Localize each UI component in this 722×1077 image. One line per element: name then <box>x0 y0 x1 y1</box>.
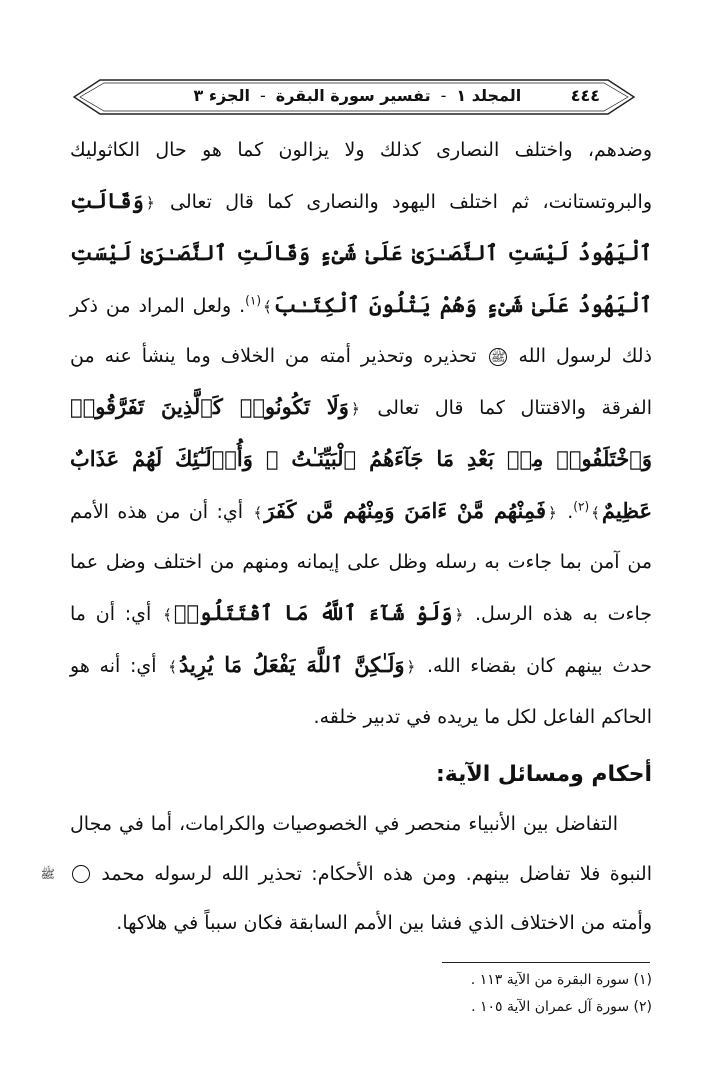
quran-verse-1: وَقَالَتِ ٱلْيَهُودُ لَيْسَتِ ٱلنَّصَـٰرَىٰ عَلَىٰ شَىْءٍ وَقَالَتِ ٱلنَّصَـٰرَىٰ لَيْسَتِ ٱلْيَهُودُ عَلَىٰ شَىْءٍ وَهُمْ يَتْلُونَ ٱلْكِتَـٰبَ <box>70 187 652 317</box>
quran-verse-2: وَلَا تَكُونُوا۟ كَٱلَّذِينَ تَفَرَّقُوا۟ وَٱخْتَلَفُوا۟ مِنۢ بَعْدِ مَا جَآءَهُمُ ٱلْبَيِّنَـٰتُ ۚ وَأُو۟لَـٰٓئِكَ لَهُمْ عَذَابٌ عَظِيمٌ <box>70 393 652 523</box>
body-text: وأمته من الاختلاف الذي فشا بين الأمم السابقة فكان سبباً في هلاكها. <box>116 912 652 934</box>
footnote-divider <box>442 962 650 963</box>
verse-close-bracket: ﴾ <box>591 503 600 522</box>
verse-close-bracket: ﴾ <box>253 503 263 522</box>
verse-open-bracket: ﴿ <box>350 399 360 418</box>
verse-open-bracket: ﴿ <box>548 503 557 522</box>
footnote-ref-1: (١) <box>245 293 261 308</box>
header-volume: المجلد ١ <box>456 85 522 105</box>
verse-close-bracket: ﴾ <box>263 297 272 316</box>
body-text: . ولعل المراد من ذكر ذلك لرسول الله <box>70 294 653 367</box>
footnote-1: (١) سورة البقرة من الآية ١١٣ . <box>470 972 652 988</box>
header-book-title: تفسير سورة البقرة <box>275 85 431 105</box>
body-text: التفاضل بين الأنبياء منحصر في الخصوصيات والكرامات، أما في مجال النبوة فلا تفاضل بينهم. ومن هذه الأحكام: تحذير الله لرسوله محمد <box>70 813 652 885</box>
salawat-glyph: ﷺ <box>489 348 507 366</box>
quran-verse-5: وَلَـٰكِنَّ ٱللَّهَ يَفْعَلُ مَا يُرِيدُ <box>179 652 405 677</box>
header-title <box>194 86 522 105</box>
commentary-paragraph <box>70 126 652 742</box>
quran-verse-4: وَلَوْ شَآءَ ٱللَّهُ مَا ٱقْتَتَلُوا۟ <box>173 599 453 625</box>
verse-open-bracket: ﴿ <box>145 193 155 212</box>
footnotes <box>272 967 652 1021</box>
verse-close-bracket: ﴾ <box>163 605 172 624</box>
page-body <box>40 126 653 949</box>
quran-verse-3: فَمِنْهُم مَّنْ ءَامَنَ وَمِنْهُم مَّن كَفَرَ <box>264 497 547 523</box>
header-separator: - <box>260 85 266 105</box>
body-text: . <box>567 500 574 523</box>
verse-open-bracket: ﴿ <box>406 658 416 676</box>
body-text: أي: أن ما حدث بينهم كان بقضاء الله. <box>70 602 653 677</box>
footnote-ref-2: (٢) <box>573 499 590 514</box>
header-separator: - <box>440 85 447 105</box>
body-text: وضدهم، واختلف النصارى كذلك ولا يزالون كما هو حال الكاثوليك والبروتستانت، ثم اختلف اليهود والنصارى كما قال تعالى <box>70 139 653 213</box>
rulings-paragraph <box>40 800 652 949</box>
page-number: ٤٤٤ <box>570 85 600 105</box>
header-part: الجزء ٣ <box>193 85 250 105</box>
body-text: أي: أن من هذه الأمم من آمن بما جاءت به رسله وظل على إيمانه ومنهم من اختلف وضل عما جاءت به هذه الرسل. <box>70 500 653 625</box>
body-text: تحذيره وتحذير أمته من الخلاف وما ينشأ عنه من الفرقة والاقتتال كما قال تعالى <box>70 345 652 419</box>
running-header <box>68 74 640 120</box>
body-text: أي: أنه هو الحاكم الفاعل لكل ما يريده في تدبير خلقه. <box>70 655 652 728</box>
verse-close-bracket: ﴾ <box>168 658 178 676</box>
footnote-2: (٢) سورة آل عمران الآية ١٠٥ . <box>471 999 652 1015</box>
salawat-glyph: ﷺ <box>72 865 90 883</box>
section-heading: أحكام ومسائل الآية: <box>435 762 652 787</box>
verse-open-bracket: ﴿ <box>454 605 464 624</box>
